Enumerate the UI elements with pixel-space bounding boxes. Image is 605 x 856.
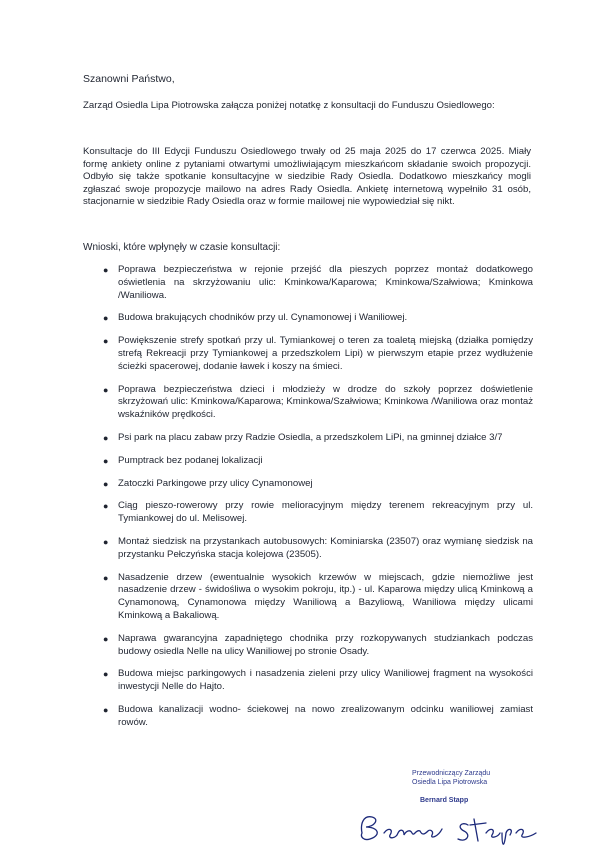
requests-heading: Wnioski, które wpłynęły w czasie konsultacji:: [83, 242, 281, 253]
request-item: [103, 704, 533, 730]
bullet-icon: ●: [103, 455, 109, 466]
request-text: Pumptrack bez podanej lokalizacji: [118, 454, 263, 466]
bullet-icon: ●: [103, 704, 109, 715]
bullet-icon: ●: [103, 501, 109, 512]
request-item: [103, 478, 533, 491]
request-text: Budowa brakujących chodników przy ul. Cynamonowej i Waniliowej.: [118, 312, 408, 324]
request-item: [103, 668, 533, 694]
stamp-line-1: Przewodniczący Zarządu: [412, 770, 491, 777]
bullet-icon: ●: [103, 572, 109, 583]
stamp-name: Bernard Stapp: [420, 797, 469, 804]
request-text: Ciąg pieszo-rowerowy przy rowie melioracyjnym między terenem rekreacyjnym przy ul. Tymiankowej do ul. Melisowej.: [118, 500, 533, 525]
requests-list: [103, 264, 533, 730]
request-text: Naprawa gwarancyjna zapadniętego chodnika przy rozkopywanych studziankach podczas budowy osiedla Nelle na ulicy Waniliowej po stronie Osady.: [118, 632, 533, 657]
bullet-icon: ●: [103, 669, 109, 680]
greeting: Szanowni Państwo,: [83, 73, 175, 85]
request-text: Nasadzenie drzew (ewentualnie wysokich krzewów w miejscach, gdzie niemożliwe jest nasadzenie drzew - świdośliwa o wysokim pokroju, itp.) - ul. Kaparowa między ulicą Kminkową a Cynamonową, Cynamonowa między Waniliową a Bazyliową, Waniliowa między ulicami Kminkową a Bakaliową.: [118, 571, 533, 621]
handwritten-signature: [350, 803, 550, 851]
bullet-icon: ●: [103, 536, 109, 547]
request-text: Budowa miejsc parkingowych i nasadzenia zieleni przy ulicy Waniliowej fragment na wysokości inwestycji Nelle do Hajto.: [118, 668, 533, 693]
intro-line: Zarząd Osiedla Lipa Piotrowska załącza poniżej notatkę z konsultacji do Funduszu Osiedlowego:: [83, 100, 495, 111]
request-item: [103, 536, 533, 562]
request-item: [103, 432, 533, 445]
request-text: Montaż siedzisk na przystankach autobusowych: Kominiarska (23507) oraz wymianę siedzisk na przystanku Pełczyńska stacja kolejowa (23505).: [118, 535, 533, 560]
request-item: [103, 384, 533, 422]
request-item: [103, 572, 533, 623]
request-text: Budowa kanalizacji wodno- ściekowej na nowo zrealizowanym odcinku waniliowej zamiast rowów.: [118, 703, 533, 728]
bullet-icon: ●: [103, 265, 109, 275]
consultation-paragraph: [83, 146, 531, 209]
bullet-icon: ●: [103, 384, 109, 395]
request-item: [103, 455, 533, 468]
request-item: [103, 312, 533, 325]
bullet-icon: ●: [103, 336, 109, 347]
stamp-line-2: Osiedla Lipa Piotrowska: [412, 778, 488, 786]
request-text: Poprawa bezpieczeństwa dzieci i młodzieży w drodze do szkoły poprzez doświetlenie skrzyżowań ulic: Kminkowa/Kaparowa; Kminkowa/Szałwiowa; Kminkowa /Waniliowa oraz montaż wskaźników prędkości.: [118, 383, 533, 421]
request-text: Poprawa bezpieczeństwa w rejonie przejść dla pieszych poprzez montaż dodatkowego oświetlenia na skrzyżowaniu ulic: Kminkowa/Kaparowa; Kminkowa/Szałwiowa; Kminkowa /Waniliowa.: [118, 264, 533, 301]
request-item: [103, 633, 533, 659]
bullet-icon: ●: [103, 432, 109, 443]
request-text: Powiększenie strefy spotkań przy ul. Tymiankowej o teren za toaletą miejską (działka pomiędzy strefą Rekreacji przy Tymiankowej a przedszkolem Lipi) w pierwszym etapie przez wydłużenie ścieżki spacerowej, dodanie ławek i koszy na śmieci.: [118, 335, 533, 372]
bullet-icon: ●: [103, 633, 109, 644]
request-text: Zatoczki Parkingowe przy ulicy Cynamonowej: [118, 477, 313, 489]
bullet-icon: ●: [103, 313, 109, 324]
request-text: Psi park na placu zabaw przy Radzie Osiedla, a przedszkolem LiPi, na gminnej działce 3/7: [118, 431, 503, 443]
consultation-text: Konsultacje do III Edycji Funduszu Osiedlowego trwały od 25 maja 2025 do 17 czerwca 2025. Miały formę ankiety online z pytaniami otwartymi umożliwiającym mieszkańcom składanie swoich propozycji. Odbyło się także spotkanie konsultacyjne w siedzibie Rady Osiedla. Dodatkowo mieszkańcy mogli zgłaszać swoje propozycje mailowo na adres Rady Osiedla. Ankietę internetową wypełniło 31 osób, stacjonarnie w siedzibie Rady Osiedla oraz w formie mailowej nie wypowiedział się nikt.: [83, 146, 531, 208]
official-stamp: [412, 770, 490, 787]
request-item: [103, 264, 533, 302]
request-item: [103, 500, 533, 526]
bullet-icon: ●: [103, 478, 109, 489]
request-item: [103, 335, 533, 373]
